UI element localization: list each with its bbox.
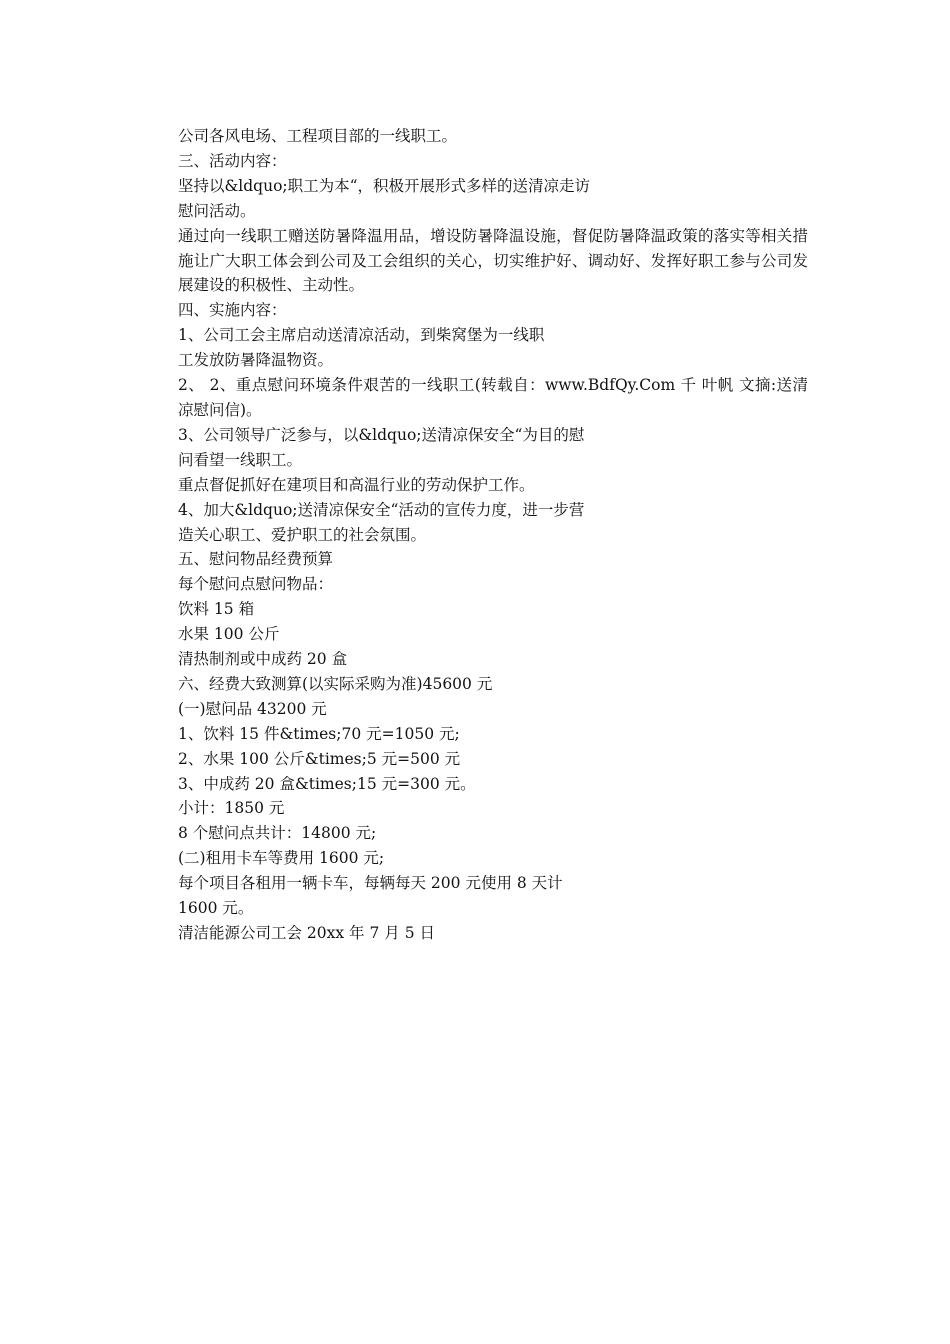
- document-line: 小计：1850 元: [178, 799, 285, 818]
- document-line: (一)慰问品 43200 元: [178, 699, 327, 718]
- document-line: 4、加大&ldquo;送清凉保安全“活动的宣传力度，进一步营: [178, 500, 585, 519]
- document-line: 8 个慰问点共计：14800 元;: [178, 824, 377, 843]
- document-line: 3、中成药 20 盒&times;15 元=300 元。: [178, 774, 476, 793]
- document-line: 造关心职工、爱护职工的社会氛围。: [178, 525, 427, 544]
- document-line: 饮料 15 箱: [178, 600, 255, 619]
- document-line: 每个项目各租用一辆卡车，每辆每天 200 元使用 8 天计: [178, 874, 563, 893]
- document-line: (二)租用卡车等费用 1600 元;: [178, 849, 385, 868]
- document-line: 3、公司领导广泛参与，以&ldquo;送清凉保安全“为目的慰: [178, 425, 585, 444]
- document-line: 问看望一线职工。: [178, 450, 303, 469]
- document-line: 公司各风电场、工程项目部的一线职工。: [178, 127, 458, 145]
- document-line: 1600 元。: [178, 899, 254, 918]
- document-line: 清洁能源公司工会 20xx 年 7 月 5 日: [178, 924, 435, 942]
- document-line: 通过向一线职工赠送防暑降温用品，增设防暑降温设施，督促防暑降温政策的落实等相关措施让广大职工体会到公司及工会组织的关心，切实维护好、调动好、发挥好职工参与公司发展建设的积极性、主动性。: [178, 226, 808, 295]
- document-line: 工发放防暑降温物资。: [178, 351, 334, 370]
- document-line: 三、活动内容：: [178, 151, 287, 170]
- document-line: 2、 2、重点慰问环境条件艰苦的一线职工(转载自：www.BdfQy.Com 千 叶帆 文摘:送清凉慰问信)。: [178, 376, 808, 419]
- document-body: [146, 124, 808, 946]
- document-line: 六、经费大致测算(以实际采购为准)45600 元: [178, 674, 493, 693]
- document-line: 1、饮料 15 件&times;70 元=1050 元;: [178, 724, 460, 743]
- document-line: 五、慰问物品经费预算: [178, 550, 334, 569]
- document-line: 1、公司工会主席启动送清凉活动，到柴窝堡为一线职: [178, 326, 545, 345]
- document-line: 清热制剂或中成药 20 盒: [178, 650, 348, 669]
- document-line: 水果 100 公斤: [178, 625, 280, 644]
- document-line: 每个慰问点慰问物品：: [178, 575, 334, 594]
- document-line: 四、实施内容：: [178, 301, 287, 320]
- document-line: 重点督促抓好在建项目和高温行业的劳动保护工作。: [178, 475, 535, 494]
- document-line: 慰问活动。: [178, 201, 256, 220]
- document-line: 2、水果 100 公斤&times;5 元=500 元: [178, 749, 461, 768]
- document-line: 坚持以&ldquo;职工为本“，积极开展形式多样的送清凉走访: [178, 176, 591, 195]
